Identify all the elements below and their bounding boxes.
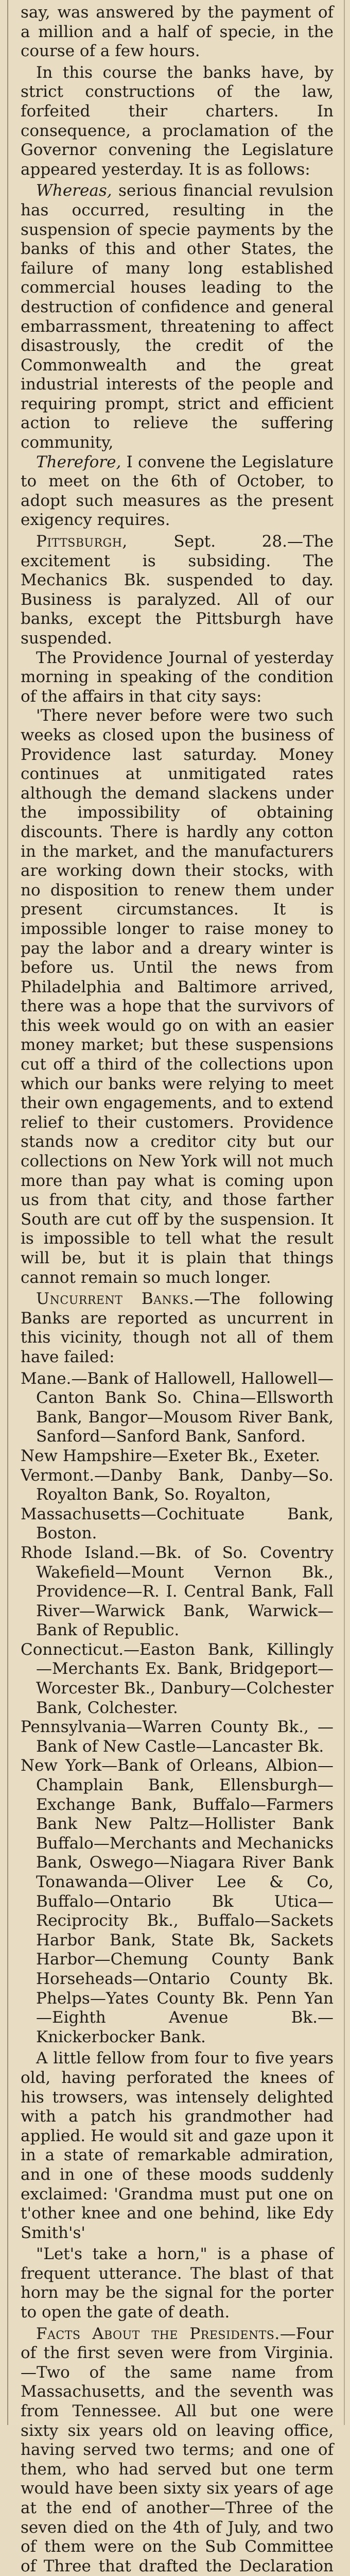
pittsburgh-report bbox=[21, 532, 334, 649]
presidents-body: —Four of the first seven were from Virginia.—Two of the same name from Massachusetts, and the seventh was from Tennessee. All but one were sixty six years old on leaving office, having served two terms; and one of them, who had served but one term would have been sixty six years of age at the end of another—Three of the seven died on the 4th of July, and two of them were on the Sub Committee of Three that drafted the Declaration bbox=[21, 2324, 334, 2575]
continued-paragraph: say, was answered by the payment of a million and a half of specie, in the course of a few hours. bbox=[21, 3, 334, 61]
banks-new-york: New York—Bank of Orleans, Albion—Champlain Bank, Ellensburgh—Exchange Bank, Buffalo—Farmers Bank New Paltz—Hollister Bank Buffalo—Merchants and Mechanicks Bank, Oswego—Niagara River Bank Tonawanda—Oliver Lee & Co, Buffalo—Ontario Bk Utica—Reciprocity Bk., Buffalo—Sackets Harbor Bank, State Bk, Sackets Harbor—Chemung County Bank Horseheads—Ontario County Bk. Phelps—Yates County Bk. Penn Yan—Eighth Avenue Bk.—Knickerbocker Bank. bbox=[21, 1756, 334, 2046]
presidents-facts bbox=[21, 2325, 334, 2576]
banks-charters-paragraph: In this course the banks have, by strict constructions of the law, forfeited their charters. In consequence, a proclamation of the Governor convening the Legislature appeared yesterday. It is as follows: bbox=[21, 63, 334, 179]
uncurrent-banks-body: —The following Banks are reported as uncurrent in this vicinity, though not all of them have failed: bbox=[21, 1290, 334, 1366]
therefore-body: I convene the Legislature to meet on the 6th of October, to adopt such measures as the present exigency requires. bbox=[21, 452, 334, 530]
banks-connecticut: Connecticut.—Easton Bank, Killingly—Merchants Ex. Bank, Bridgeport—Worcester Bk., Danbury—Colchester Bank, Colchester. bbox=[21, 1640, 334, 1717]
column-rule-left bbox=[7, 0, 8, 2425]
uncurrent-banks-heading: Uncurrent Banks. bbox=[36, 1290, 195, 1309]
column-rule-right bbox=[344, 0, 345, 2425]
whereas-lead: Whereas, bbox=[36, 181, 112, 200]
banks-new-hampshire: New Hampshire—Exeter Bk., Exeter. bbox=[21, 1446, 321, 1465]
presidents-heading: Facts About the Presidents. bbox=[36, 2324, 280, 2343]
providence-intro: The Providence Journal of yesterday morning in speaking of the condition of the affairs in that city says: bbox=[21, 648, 334, 706]
horn-item: "Let's take a horn," is a phase of frequent utterance. The blast of that horn may be the signal for the porter to open the gate of death. bbox=[21, 2245, 334, 2322]
little-fellow-anecdote: A little fellow from four to five years old, having perforated the knees of his trowsers, was intensely delighted with a patch his grandmother had applied. He would sit and gaze upon it in a state of remarkable admiration, and in one of these moods suddenly exclaimed: 'Grandma must put one on t'other knee and one behind, like Edy Smith's' bbox=[21, 2049, 334, 2242]
article-column bbox=[21, 3, 334, 2576]
uncurrent-banks-intro bbox=[21, 1290, 334, 1367]
proclamation-therefore bbox=[21, 453, 334, 530]
banks-rhode-island: Rhode Island.—Bk. of So. Coventry Wakefield—Mount Vernon Bk., Providence—R. I. Central Bank, Fall River—Warwick Bank, Warwick—Bank of Republic. bbox=[21, 1543, 334, 1640]
therefore-lead: Therefore, bbox=[36, 452, 121, 471]
banks-maine: Mane.—Bank of Hallowell, Hallowell—Canton Bank So. China—Ellsworth Bank, Bangor—Mousom River Bank, Sanford—Sanford Bank, Sanford. bbox=[21, 1369, 334, 1446]
banks-pennsylvania: Pennsylvania—Warren County Bk., —Bank of New Castle—Lancaster Bk. bbox=[21, 1718, 334, 1756]
whereas-body: serious financial revulsion has occurred, resulting in the suspension of specie payments by the banks of this and other States, the failure of many long established commercial houses leading to the destruction of confidence and general embarrassment, threatening to affect disastrously, the credit of the Commonwealth and the great industrial interests of the people and requiring prompt, strict and efficient action to relieve the suffering community, bbox=[21, 181, 334, 452]
banks-vermont: Vermont.—Danby Bank, Danby—So. Royalton Bank, So. Royalton, bbox=[21, 1466, 334, 1504]
providence-quote: 'There never before were two such weeks as closed upon the business of Providence last saturday. Money continues at unmitigated rates although the demand slackens under the impossibility of obtaining discounts. There is hardly any cotton in the market, and the manufacturers are working down their stocks, with no disposition to renew them under present circumstances. It is impossible longer to raise money to pay the labor and a dreary winter is before us. Until the news from Philadelphia and Baltimore arrived, there was a hope that the survivors of this week would go on with an easier money market; but these suspensions cut off a third of the collections upon which our banks were relying to meet their own engagements, and to extend relief to their customers. Providence stands now a creditor city but our collections on New York will not much more than pay what is coming upon us from that city, and those farther South are cut off by the suspension. It is impossible to tell what the result will be, but it is plain that things cannot remain so much longer. bbox=[21, 706, 334, 1287]
banks-massachusetts: Massachusetts—Cochituate Bank, Boston. bbox=[21, 1504, 334, 1543]
proclamation-whereas bbox=[21, 181, 334, 452]
pittsburgh-body: Sept. 28.—The excitement is subsiding. The Mechanics Bk. suspended to day. Business is paralyzed. All of our banks, except the Pittsburgh have suspended. bbox=[21, 532, 334, 648]
pittsburgh-dateline: Pittsburgh, bbox=[36, 532, 128, 551]
